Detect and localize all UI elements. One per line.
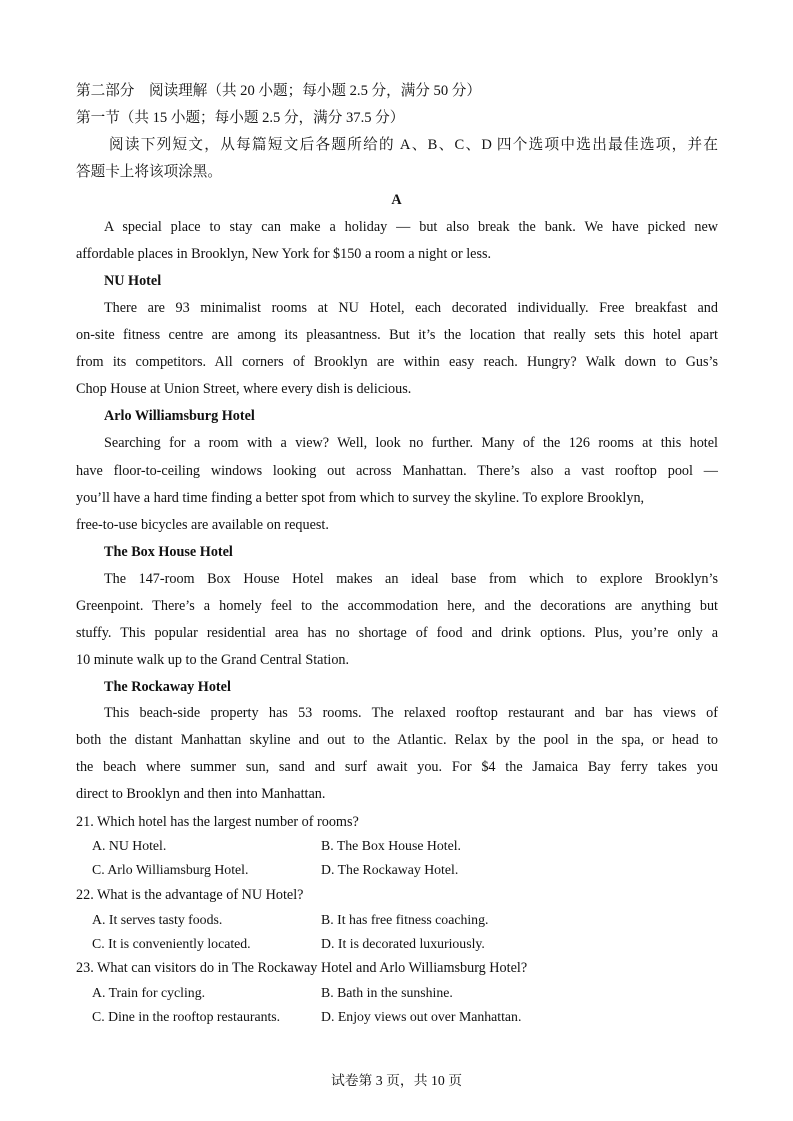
hotel-title: The Box House Hotel — [104, 544, 233, 560]
part-heading: 第二部分 阅读理解（共 20 小题；每小题 2.5 分，满分 50 分） — [76, 83, 481, 99]
section-heading: 第一节（共 15 小题；每小题 2.5 分，满分 37.5 分） — [76, 110, 405, 126]
instruction-line-2: 答题卡上将该项涂黑。 — [76, 164, 222, 180]
paragraph-line: This beach-side property has 53 rooms. The relaxed rooftop restaurant and bar has views of — [104, 705, 718, 721]
option-a: A. NU Hotel. — [92, 838, 167, 853]
paragraph-line: There are 93 minimalist rooms at NU Hotel, each decorated individually. Free breakfast and — [104, 300, 718, 316]
option-d: D. Enjoy views out over Manhattan. — [321, 1009, 522, 1024]
option-c: C. Arlo Williamsburg Hotel. — [92, 862, 249, 877]
option-a: A. Train for cycling. — [92, 985, 206, 1000]
option-a: A. It serves tasty foods. — [92, 912, 223, 927]
paragraph-line: stuffy. This popular residential area has no shortage of food and drink options. Plus, you’re only a — [76, 625, 718, 641]
hotel-title: NU Hotel — [104, 273, 162, 289]
paragraph-line: both the distant Manhattan skyline and out to the Atlantic. Relax by the pool in the spa, or head to — [76, 732, 718, 748]
option-b: B. The Box House Hotel. — [321, 838, 462, 853]
option-d: D. The Rockaway Hotel. — [321, 862, 459, 877]
page-footer: 试卷第 3 页，共 10 页 — [330, 1073, 463, 1088]
option-b: B. It has free fitness coaching. — [321, 912, 489, 927]
paragraph-line: direct to Brooklyn and then into Manhattan. — [76, 786, 326, 802]
option-d: D. It is decorated luxuriously. — [321, 936, 485, 951]
paragraph-line: you’ll have a hard time finding a better spot from which to survey the skyline. To explore Brooklyn, — [76, 490, 645, 506]
paragraph-line: Searching for a room with a view? Well, look no further. Many of the 126 rooms at this hotel — [104, 435, 718, 451]
paragraph-line: Chop House at Union Street, where every dish is delicious. — [76, 381, 412, 397]
paragraph-line: free-to-use bicycles are available on request. — [76, 517, 329, 533]
intro-line: A special place to stay can make a holiday — but also break the bank. We have picked new — [104, 219, 718, 235]
paragraph-line: the beach where summer sun, sand and surf await you. For $4 the Jamaica Bay ferry takes you — [76, 759, 718, 775]
question-stem: 22. What is the advantage of NU Hotel? — [76, 887, 304, 903]
option-b: B. Bath in the sunshine. — [321, 985, 453, 1000]
question-stem: 23. What can visitors do in The Rockaway Hotel and Arlo Williamsburg Hotel? — [76, 960, 528, 976]
passage-label: A — [391, 192, 402, 208]
instruction-line-1: 阅读下列短文，从每篇短文后各题所给的 A、B、C、D 四个选项中选出最佳选项，并在 — [109, 137, 718, 153]
paragraph-line: 10 minute walk up to the Grand Central Station. — [76, 652, 350, 668]
option-c: C. It is conveniently located. — [92, 936, 251, 951]
question-stem: 21. Which hotel has the largest number of rooms? — [76, 814, 359, 830]
paragraph-line: have floor-to-ceiling windows looking out across Manhattan. There’s also a vast rooftop pool — — [76, 463, 718, 479]
paragraph-line: Greenpoint. There’s a homely feel to the accommodation here, and the decorations are anything but — [76, 598, 718, 614]
paragraph-line: on-site fitness centre are among its pleasantness. But it’s the location that really sets this hotel apart — [76, 327, 718, 343]
option-c: C. Dine in the rooftop restaurants. — [92, 1009, 281, 1024]
hotel-title: Arlo Williamsburg Hotel — [104, 408, 255, 424]
paragraph-line: from its competitors. All corners of Brooklyn are within easy reach. Hungry? Walk down to Gus’s — [76, 354, 718, 370]
paragraph-line: The 147-room Box House Hotel makes an ideal base from which to explore Brooklyn’s — [104, 571, 718, 587]
intro-line: affordable places in Brooklyn, New York for $150 a room a night or less. — [76, 246, 492, 262]
hotel-title: The Rockaway Hotel — [104, 679, 231, 695]
